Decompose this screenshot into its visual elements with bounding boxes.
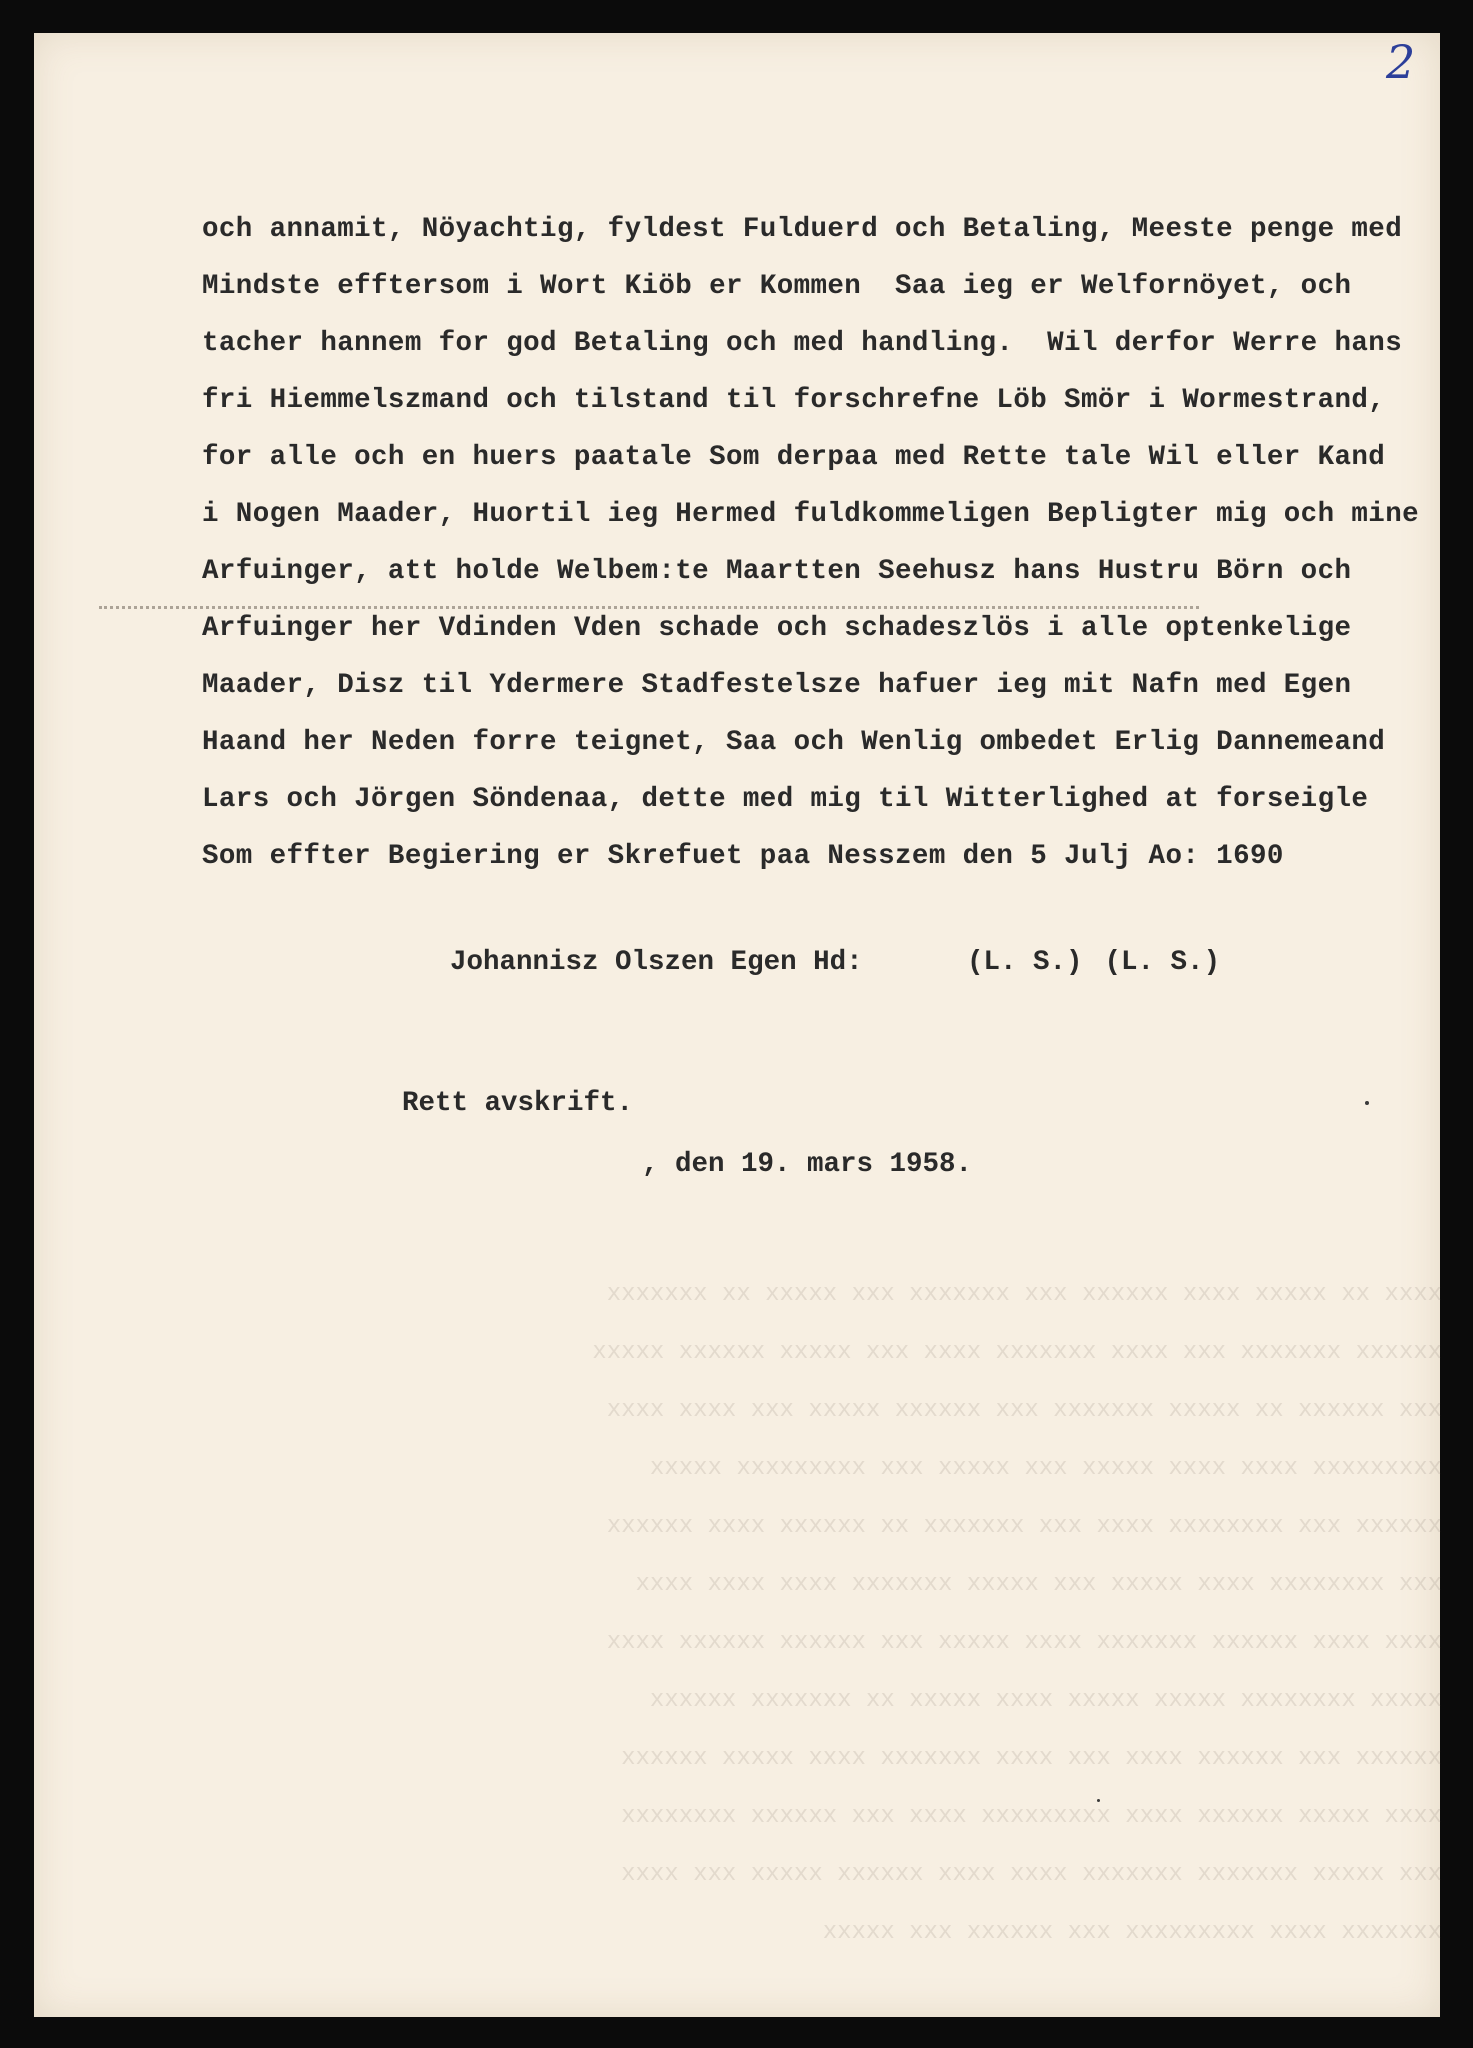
body-line: Haand her Neden forre teignet, Saa och Wenlig ombedet Erlig Dannemeand [202,727,1386,758]
seal-mark: (L. S.) [1104,947,1221,978]
body-line: tacher hannem for god Betaling och med handling. Wil derfor Werre hans [202,328,1403,359]
signatory-name: Johannisz Olszen Egen Hd: [450,947,863,978]
ink-speck [1365,1101,1369,1105]
signature-line [384,916,1242,1009]
transcription-body [202,201,1442,885]
certification-label: Rett avskrift. [402,1088,634,1119]
body-line: fri Hiemmelszmand och tilstand til forschrefne Löb Smör i Wormestrand, [202,385,1386,416]
body-line: for alle och en huers paatale Som derpaa med Rette tale Wil eller Kand [202,442,1386,473]
body-line: Som effter Begiering er Skrefuet paa Nesszem den 5 Julj Ao: 1690 [202,841,1284,872]
body-line: Arfuinger her Vdinden Vden schade och schadeszlös i alle optenkelige [202,613,1352,644]
body-line: och annamit, Nöyachtig, fyldest Fulduerd och Betaling, Meeste penge med [202,214,1403,245]
ink-speck [1097,1799,1100,1802]
document-page [34,33,1440,2017]
certification-date: , den 19. mars 1958. [642,1149,973,1180]
body-line: Arfuinger, att holde Welbem:te Maartten Seehusz hans Hustru Börn och [202,556,1352,587]
body-line: Maader, Disz til Ydermere Stadfestelsze hafuer ieg mit Nafn med Egen [202,670,1352,701]
show-through-texture: xxxx xx xxxxx xxxx xxxxxx xxx xxxxxxx xxx xxxxx xx xxxxxxx xxxxxx xxxxxxx xxx xxxx xxxxxxx xxxx xxx xxxxx xxxxxx xxxxx xxx xxxxxx xx xxxxx xxxxxxx xxx xxxxxx xxxxx xxx xxxx xxxx xxxxxxxxx xxxx xxxx xxxxx xxx xxxxx xxx xxxxxxxxx xxxxx xxxxxx xxx xxxxxxxx xxxx xxx xxxxxxx xx xxxxxx xxxx xxxxxx xxx xxxxxxxx xxxx xxxxx xxx xxxxx xxxxxxx xxxx xxxx xxxx xxxx xxxx xxxxxx xxxxxxx xxxx xxxxx xxx xxxxxx xxxxxx xxxx xxxxx xxxxxxxx xxxxx xxxxx xxxx xxxxx xx xxxxxxx xxxxxx xxxxxx xxx xxxxxx xxxx xxx xxxx xxxxxxx xxxx xxxxx xxxxxx xxxx xxxxx xxxxxx xxxx xxxxxxxxx xxxx xxx xxxxxx xxxxxxxx xxx xxxxx xxxxxxx xxxxxxx xxxx xxxx xxxxxx xxxxx xxx xxxx xxxxxxx xxxx xxxxxxxxx xxx xxxxxx xxx xxxxx [592,1281,1442,1946]
seal-mark: (L. S.) [967,947,1083,978]
body-line: i Nogen Maader, Huortil ieg Hermed fuldkommeligen Bepligter mig och mine [202,499,1419,530]
page-number: 2 [1386,35,1416,89]
body-line: Lars och Jörgen Söndenaa, dette med mig til Witterlighed at forseigle [202,784,1369,815]
body-line: Mindste efftersom i Wort Kiöb er Kommen Saa ieg er Welfornöyet, och [202,271,1352,302]
